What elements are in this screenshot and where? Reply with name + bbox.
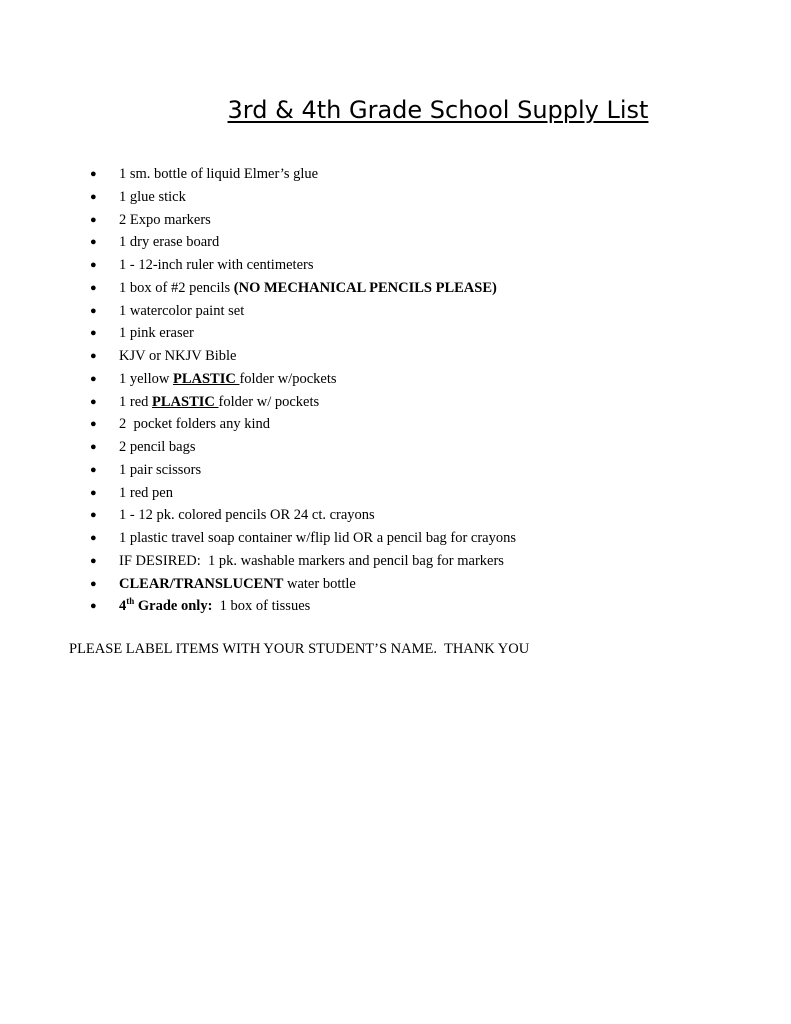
bullet-icon: ● — [90, 190, 97, 203]
bullet-icon: ● — [90, 281, 97, 294]
list-item-text: 1 pink eraser — [119, 325, 194, 342]
list-item-text — [119, 391, 319, 414]
list-item-text: 1 watercolor paint set — [119, 302, 245, 319]
list-item-text-part: 1 red — [119, 393, 153, 410]
list-item-text: 2 pocket folders any kind — [119, 416, 271, 433]
list-item-text-part: folder w/pockets — [239, 370, 337, 387]
list-item-text-part: water bottle — [283, 575, 356, 592]
bullet-icon: ● — [90, 168, 97, 180]
bullet-icon: ● — [90, 372, 97, 385]
superscript-text: th — [126, 596, 135, 607]
page-title: 3rd & 4th Grade School Supply List — [227, 96, 649, 124]
list-item-text: 1 glue stick — [119, 188, 186, 205]
list-item-text: 1 red pen — [119, 484, 173, 501]
list-item-text: 1 plastic travel soap container w/flip lid OR a pencil bag for crayons — [119, 530, 517, 546]
list-item-text-part: 1 yellow — [119, 370, 173, 387]
bullet-icon: ● — [90, 554, 97, 567]
bullet-icon: ● — [90, 213, 97, 226]
emphasis-text: 4 — [119, 598, 127, 615]
bullet-icon: ● — [90, 441, 97, 453]
list-item-text — [119, 573, 356, 596]
label-reminder-note: PLEASE LABEL ITEMS WITH YOUR STUDENT’S NAME. THANK YOU — [69, 641, 530, 657]
bullet-icon: ● — [90, 236, 97, 249]
emphasis-text: Grade only: — [134, 598, 213, 615]
bullet-icon: ● — [90, 350, 97, 362]
bullet-icon: ● — [90, 486, 97, 499]
list-item-text-part: 1 box of #2 pencils — [119, 279, 234, 296]
list-item-text: KJV or NKJV Bible — [119, 348, 237, 364]
list-item-text: 2 Expo markers — [119, 211, 211, 228]
list-item-text-part: 1 box of tissues — [212, 598, 311, 615]
list-item-text: IF DESIRED: 1 pk. washable markers and pencil bag for markers — [119, 552, 504, 569]
list-item-text: 1 - 12 pk. colored pencils OR 24 ct. crayons — [119, 507, 375, 524]
bullet-icon: ● — [90, 259, 97, 271]
bullet-icon: ● — [90, 509, 97, 522]
emphasis-text: PLASTIC — [172, 370, 240, 387]
bullet-icon: ● — [90, 532, 97, 544]
emphasis-text: PLASTIC — [152, 393, 219, 410]
list-item-text-part: folder w/ pockets — [218, 393, 320, 410]
list-item-text — [119, 595, 310, 618]
emphasis-text: CLEAR/TRANSLUCENT — [119, 575, 284, 592]
bullet-icon: ● — [90, 577, 97, 590]
bullet-icon: ● — [90, 304, 97, 317]
list-item-text: 1 dry erase board — [119, 234, 220, 251]
list-item-text: 1 sm. bottle of liquid Elmer’s glue — [119, 166, 319, 182]
list-item-text — [119, 368, 337, 391]
list-item-text: 1 pair scissors — [119, 461, 202, 478]
bullet-icon: ● — [90, 600, 97, 613]
bullet-icon: ● — [90, 327, 97, 340]
bullet-icon: ● — [90, 418, 97, 431]
list-item-text — [119, 277, 497, 300]
emphasis-text: (NO MECHANICAL PENCILS PLEASE) — [233, 279, 497, 296]
list-item-text: 2 pencil bags — [119, 439, 196, 455]
bullet-icon: ● — [90, 463, 97, 476]
list-item-text: 1 - 12-inch ruler with centimeters — [119, 257, 314, 273]
bullet-icon: ● — [90, 395, 97, 408]
